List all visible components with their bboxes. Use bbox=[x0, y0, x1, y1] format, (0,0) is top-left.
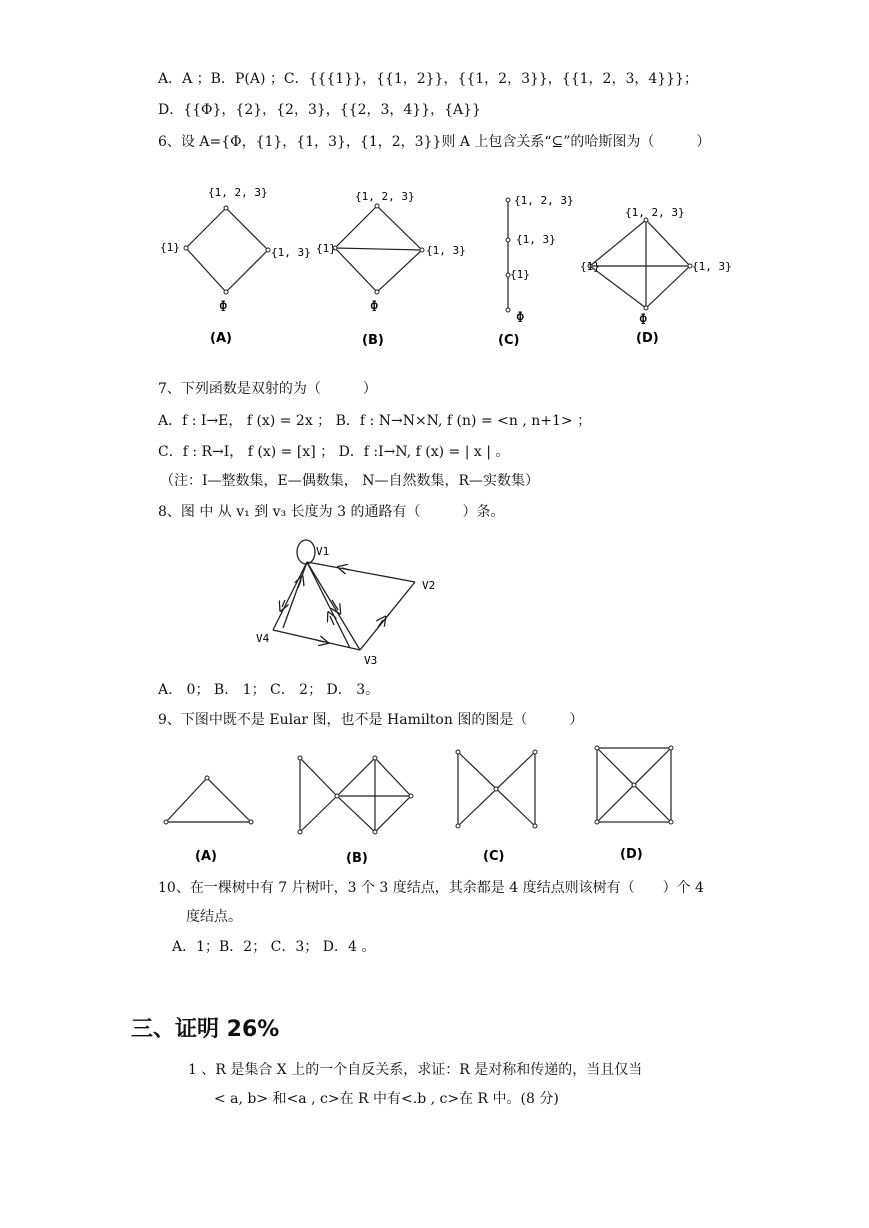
q5-options-abc: A．A ；B．P(A) ；C．{{{1}}，{{1，2}}，{{1，2，3}}，{{1，2，3，4}}}； bbox=[158, 71, 698, 87]
graph-q8-v4: V4 bbox=[256, 632, 270, 645]
hasse-label-d: (D) bbox=[636, 331, 659, 346]
hasse-d-right: {1, 3} bbox=[692, 260, 732, 273]
graph-q9-label-d: (D) bbox=[620, 847, 643, 862]
graphs-q9 bbox=[155, 740, 695, 865]
graph-q8 bbox=[250, 530, 450, 675]
hasse-d-top: {1, 2, 3} bbox=[625, 206, 685, 219]
hasse-b-top: {1, 2, 3} bbox=[355, 190, 415, 203]
hasse-c-mid: {1, 3} bbox=[516, 233, 556, 246]
graph-q8-v3: V3 bbox=[364, 654, 378, 667]
graph-q9-label-a: (A) bbox=[195, 849, 217, 864]
hasse-a-top: {1, 2, 3} bbox=[208, 186, 268, 199]
hasse-b-left: {1} bbox=[316, 242, 336, 255]
q7-options-ab: A．f : I→E， f (x) = 2x ； B．f : N→N×N, f (n) = <n , n+1> ； bbox=[158, 413, 592, 429]
hasse-a-left: {1} bbox=[160, 241, 180, 254]
hasse-c-bottom: Φ bbox=[516, 310, 525, 326]
question-7: 7、下列函数是双射的为（ ） bbox=[158, 381, 377, 397]
q8-options: A． 0； B． 1； C． 2； D． 3。 bbox=[158, 682, 380, 698]
q5-option-d: D．{{Φ}，{2}，{2，3}，{{2，3，4}}，{A}} bbox=[158, 102, 481, 118]
q7-note: （注：I—整数集，E—偶数集， N—自然数集，R—实数集） bbox=[160, 473, 539, 489]
question-10-line2: 度结点。 bbox=[186, 909, 242, 925]
hasse-label-a: (A) bbox=[210, 331, 232, 346]
graph-q8-v2: V2 bbox=[422, 579, 436, 592]
hasse-c-low: {1} bbox=[510, 268, 530, 281]
question-10-line1: 10、在一棵树中有 7 片树叶，3 个 3 度结点，其余都是 4 度结点则该树有（ ）个 4 bbox=[158, 880, 704, 896]
hasse-label-c: (C) bbox=[498, 333, 520, 348]
proof-1-line2: < a, b> 和<a , c>在 R 中有<.b , c>在 R 中。(8 分) bbox=[214, 1091, 559, 1107]
hasse-b-bottom: Φ bbox=[370, 299, 379, 315]
graph-q9-label-c: (C) bbox=[483, 849, 505, 864]
hasse-a-right: {1, 3} bbox=[271, 246, 311, 259]
section-heading-proof: 三、证明 26% bbox=[131, 1017, 280, 1042]
question-6: 6、设 A={Φ，{1}，{1，3}，{1，2，3}}则 A 上包含关系“⊆”的哈斯图为（ ） bbox=[158, 134, 711, 150]
question-8: 8、图 中 从 v₁ 到 v₃ 长度为 3 的通路有（ ）条。 bbox=[158, 504, 505, 520]
hasse-d-bottom: Φ bbox=[639, 312, 648, 328]
question-9: 9、下图中既不是 Eular 图，也不是 Hamilton 图的图是（ ） bbox=[158, 712, 584, 728]
hasse-c-top: {1, 2, 3} bbox=[514, 194, 574, 207]
hasse-b-right: {1, 3} bbox=[426, 244, 466, 257]
hasse-diagrams bbox=[150, 180, 740, 355]
graph-q9-label-b: (B) bbox=[346, 851, 368, 865]
q10-options: A．1；B．2； C．3； D．4 。 bbox=[172, 939, 376, 955]
hasse-a-bottom: Φ bbox=[219, 299, 228, 315]
hasse-d-left: {1} bbox=[580, 260, 600, 273]
hasse-label-b: (B) bbox=[362, 333, 384, 348]
graph-q8-v1: V1 bbox=[316, 545, 330, 558]
q7-options-cd: C．f : R→I， f (x) = [x] ； D．f :I→N, f (x) = | x | 。 bbox=[158, 444, 510, 460]
proof-1-line1: 1 、R 是集合 X 上的一个自反关系，求证：R 是对称和传递的，当且仅当 bbox=[188, 1062, 643, 1078]
